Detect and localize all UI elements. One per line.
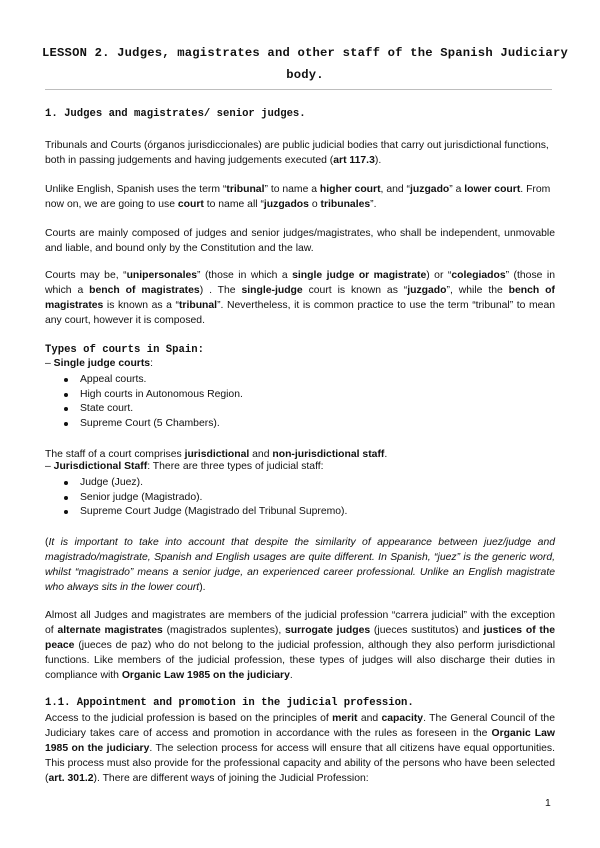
page-number: 1 — [545, 798, 551, 809]
list-item: Judge (Juez). — [62, 476, 347, 491]
jurisdictional-staff-list — [62, 476, 347, 520]
single-judge-label: – Single judge courts: — [45, 358, 153, 369]
paragraph-note: (It is important to take into account that despite the similarity of appearance between juez/judge and magistrado/magistrate, Spanish and English usages are quite different. In Spanish, “juez” is the generic word, whilst “magistrado” means a senior judge, an experienced career professional. Unlike an English magistrate who always sits in the lower court). — [45, 537, 555, 593]
list-item: High courts in Autonomous Region. — [62, 388, 243, 403]
paragraph-composition: Courts are mainly composed of judges and senior judges/magistrates, who shall be independent, unmovable and liable, and bound only by the Constitution and the law. — [45, 228, 555, 254]
section-heading-judges: 1. Judges and magistrates/ senior judges. — [45, 108, 306, 120]
list-item: State court. — [62, 402, 243, 417]
jurisdictional-staff-label: – Jurisdictional Staff: There are three types of judicial staff: — [45, 461, 324, 472]
paragraph-tribunals: Tribunals and Courts (órganos jurisdiccionales) are public judicial bodies that carry out jurisdictional functions, both in passing judgements and having judgements executed (art 117.3). — [45, 140, 549, 166]
paragraph-appointment: Access to the judicial profession is based on the principles of merit and capacity. The General Council of the Judiciary takes care of access and promotion in accordance with the rules as foreseen in the Organic Law 1985 on the judiciary. The selection process for access will ensure that all citizens have equal opportunities. This process must also provide for the professional capacity and ability of the persons who have been selected (art. 301.2). There are different ways of joining the Judicial Profession: — [45, 713, 556, 784]
page-title: LESSON 2. Judges, magistrates and other staff of the Spanish Judiciary body. — [42, 46, 568, 82]
list-item: Senior judge (Magistrado). — [62, 491, 347, 506]
paragraph-court-types: Courts may be, “unipersonales” (those in which a single judge or magistrate) or “colegiados” (those in which a bench of magistrates) . The single-judge court is known as “juzgado”, while the bench of magistrates is known as a “tribunal”. Nevertheless, it is common practice to use the term “tribunal” to mean any court, however it is composed. — [45, 270, 555, 326]
types-heading: Types of courts in Spain: — [45, 344, 204, 356]
title-divider — [45, 89, 552, 90]
list-item: Supreme Court (5 Chambers). — [62, 417, 243, 432]
section-heading-appointment: 1.1. Appointment and promotion in the judicial profession. — [45, 697, 414, 709]
paragraph-staff: The staff of a court comprises jurisdictional and non-jurisdictional staff. — [45, 449, 388, 460]
paragraph-terminology: Unlike English, Spanish uses the term “tribunal” to name a higher court, and “juzgado” a lower court. From now on, we are going to use court to name all “juzgados o tribunales”. — [45, 184, 551, 210]
paragraph-almost-all: Almost all Judges and magistrates are members of the judicial profession “carrera judicial” with the exception of alternate magistrates (magistrados suplentes), surrogate judges (jueces sustitutos) and justices of the peace (jueces de paz) who do not belong to the judicial profession, although they also perform jurisdictional functions. Like members of the judicial profession, these types of judges will also discharge their duties in compliance with Organic Law 1985 on the judiciary. — [45, 610, 555, 681]
single-judge-list — [62, 373, 243, 431]
list-item: Appeal courts. — [62, 373, 243, 388]
list-item: Supreme Court Judge (Magistrado del Tribunal Supremo). — [62, 505, 347, 520]
